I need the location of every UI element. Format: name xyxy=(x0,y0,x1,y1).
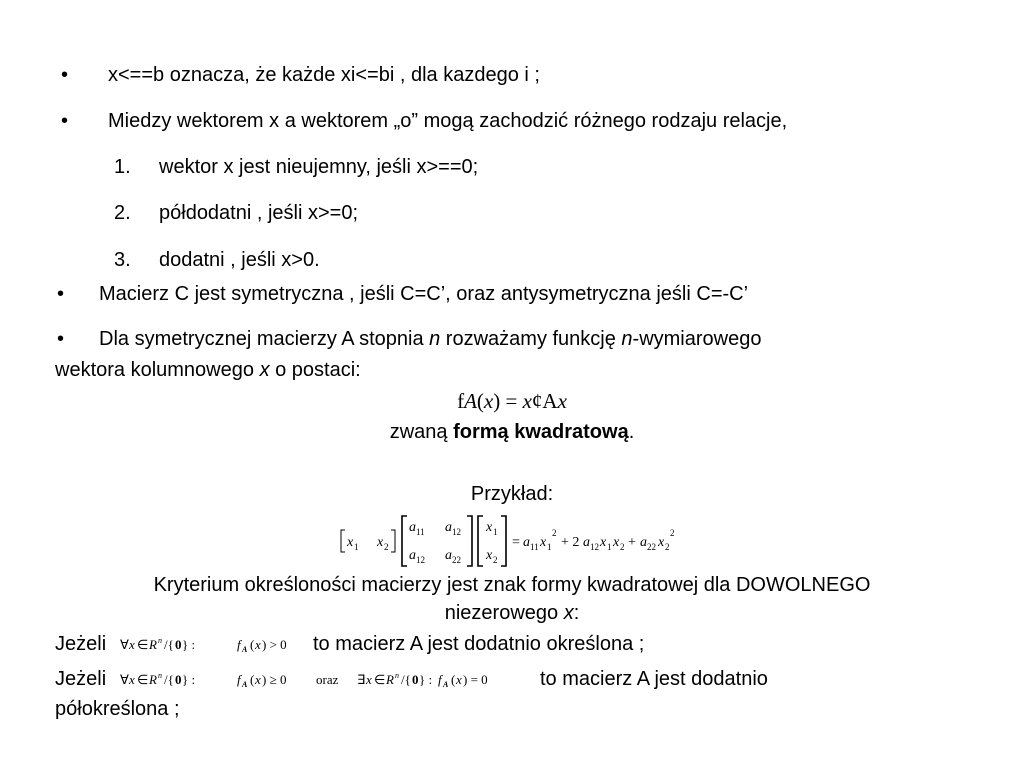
criterion-text: Kryterium określoności macierzy jest znak formy kwadratowej dla DOWOLNEGO xyxy=(153,574,871,596)
svg-text:x: x xyxy=(129,672,135,687)
svg-text:∈: ∈ xyxy=(137,637,149,652)
list-item-1: wektor x jest nieujemny, jeśli x>==0; xyxy=(159,156,479,178)
svg-text:A: A xyxy=(242,645,248,654)
svg-text:) = 0: ) = 0 xyxy=(463,672,488,687)
svg-text:∃: ∃ xyxy=(357,672,366,687)
svg-text:f: f xyxy=(438,672,442,687)
condition-1-formula xyxy=(120,634,306,656)
svg-text:f: f xyxy=(237,637,241,652)
svg-text:22: 22 xyxy=(452,555,461,565)
svg-text:∀: ∀ xyxy=(120,637,129,652)
svg-text:a: a xyxy=(583,535,590,550)
svg-text:x: x xyxy=(129,637,135,652)
svg-text:+: + xyxy=(628,535,636,550)
svg-text:/{: /{ xyxy=(164,672,174,687)
svg-text:12: 12 xyxy=(452,527,461,537)
svg-text:} :: } : xyxy=(182,637,196,652)
criterion-text-continued: niezerowego x: xyxy=(444,602,580,624)
svg-text:(: ( xyxy=(250,672,255,687)
svg-text:x: x xyxy=(456,672,462,687)
svg-text:x: x xyxy=(347,535,354,550)
svg-text:) > 0: ) > 0 xyxy=(262,637,287,652)
svg-text:n: n xyxy=(158,671,162,680)
svg-text:n: n xyxy=(158,636,162,645)
bullet-text-4: Dla symetrycznej macierzy A stopnia n rozważamy funkcję n-wymiarowego xyxy=(99,328,762,350)
svg-text:22: 22 xyxy=(647,542,656,552)
svg-text:1: 1 xyxy=(607,542,612,552)
quadratic-form-name: zwaną formą kwadratową. xyxy=(389,421,635,443)
svg-text:1: 1 xyxy=(354,542,359,552)
svg-text:/{: /{ xyxy=(164,637,174,652)
bullet-marker: • xyxy=(61,110,69,132)
svg-text:} :: } : xyxy=(182,672,196,687)
svg-text:11: 11 xyxy=(416,527,425,537)
example-title: Przykład: xyxy=(470,483,554,505)
svg-text:a: a xyxy=(445,520,452,535)
svg-text:=: = xyxy=(512,535,520,550)
condition-2-formula xyxy=(120,669,530,691)
svg-text:x: x xyxy=(658,535,665,550)
svg-text:1: 1 xyxy=(547,542,552,552)
svg-text:x: x xyxy=(540,535,547,550)
condition-2-result-continued: półokreślona ; xyxy=(55,698,180,720)
list-number-3: 3. xyxy=(114,249,131,271)
svg-text:11: 11 xyxy=(530,542,539,552)
svg-text:a: a xyxy=(409,520,416,535)
svg-text:R: R xyxy=(149,672,157,687)
list-number-1: 1. xyxy=(114,156,131,178)
svg-text:∈: ∈ xyxy=(374,672,386,687)
svg-text:oraz: oraz xyxy=(316,672,339,687)
svg-text:x: x xyxy=(255,637,261,652)
svg-text:} :: } : xyxy=(419,672,433,687)
bullet-text-2: Miedzy wektorem x a wektorem „o” mogą zachodzić różnego rodzaju relacje, xyxy=(108,110,788,132)
list-item-2: półdodatni , jeśli x>=0; xyxy=(159,202,359,224)
svg-text:0: 0 xyxy=(175,672,182,687)
svg-text:f: f xyxy=(237,672,241,687)
svg-text:2: 2 xyxy=(670,528,675,538)
svg-text:2: 2 xyxy=(384,542,389,552)
svg-text:(: ( xyxy=(250,637,255,652)
svg-text:1: 1 xyxy=(493,527,498,537)
bullet-marker: • xyxy=(61,64,69,86)
bullet-text-3: Macierz C jest symetryczna , jeśli C=C’, oraz antysymetryczna jeśli C=-C’ xyxy=(99,283,749,305)
condition-2-label: Jeżeli xyxy=(55,668,107,690)
svg-text:2: 2 xyxy=(665,542,670,552)
svg-text:) ≥ 0: ) ≥ 0 xyxy=(262,672,287,687)
svg-text:x: x xyxy=(486,520,493,535)
svg-text:x: x xyxy=(486,548,493,563)
svg-text:x: x xyxy=(377,535,384,550)
condition-1-result: to macierz A jest dodatnio określona ; xyxy=(313,633,645,655)
svg-text:0: 0 xyxy=(175,637,182,652)
svg-text:0: 0 xyxy=(412,672,419,687)
bullet-marker: • xyxy=(57,328,65,350)
svg-text:2: 2 xyxy=(552,528,557,538)
svg-text:(: ( xyxy=(451,672,456,687)
svg-text:x: x xyxy=(600,535,607,550)
svg-text:2: 2 xyxy=(493,555,498,565)
svg-text:∈: ∈ xyxy=(137,672,149,687)
svg-text:x: x xyxy=(613,535,620,550)
matrix-example-equation xyxy=(335,510,705,572)
svg-text:A: A xyxy=(443,680,449,689)
svg-text:x: x xyxy=(255,672,261,687)
svg-text:a: a xyxy=(445,548,452,563)
svg-text:x: x xyxy=(366,672,372,687)
quadratic-form-formula: fA(x) = x¢Ax xyxy=(457,389,567,413)
svg-text:a: a xyxy=(640,535,647,550)
svg-text:/{: /{ xyxy=(401,672,411,687)
bullet-marker: • xyxy=(57,283,65,305)
svg-text:a: a xyxy=(409,548,416,563)
list-item-3: dodatni , jeśli x>0. xyxy=(159,249,320,271)
svg-text:∀: ∀ xyxy=(120,672,129,687)
svg-text:a: a xyxy=(523,535,530,550)
bullet-text-4-continued: wektora kolumnowego x o postaci: xyxy=(55,359,361,381)
svg-text:+ 2: + 2 xyxy=(561,535,580,550)
svg-text:12: 12 xyxy=(590,542,599,552)
svg-text:R: R xyxy=(149,637,157,652)
condition-1-label: Jeżeli xyxy=(55,633,107,655)
svg-text:R: R xyxy=(386,672,394,687)
svg-text:A: A xyxy=(242,680,248,689)
svg-text:n: n xyxy=(395,671,399,680)
condition-2-result: to macierz A jest dodatnio xyxy=(540,668,768,690)
list-number-2: 2. xyxy=(114,202,131,224)
svg-text:12: 12 xyxy=(416,555,425,565)
bullet-text-1: x<==b oznacza, że każde xi<=bi , dla kazdego i ; xyxy=(108,64,540,86)
svg-text:2: 2 xyxy=(620,542,625,552)
